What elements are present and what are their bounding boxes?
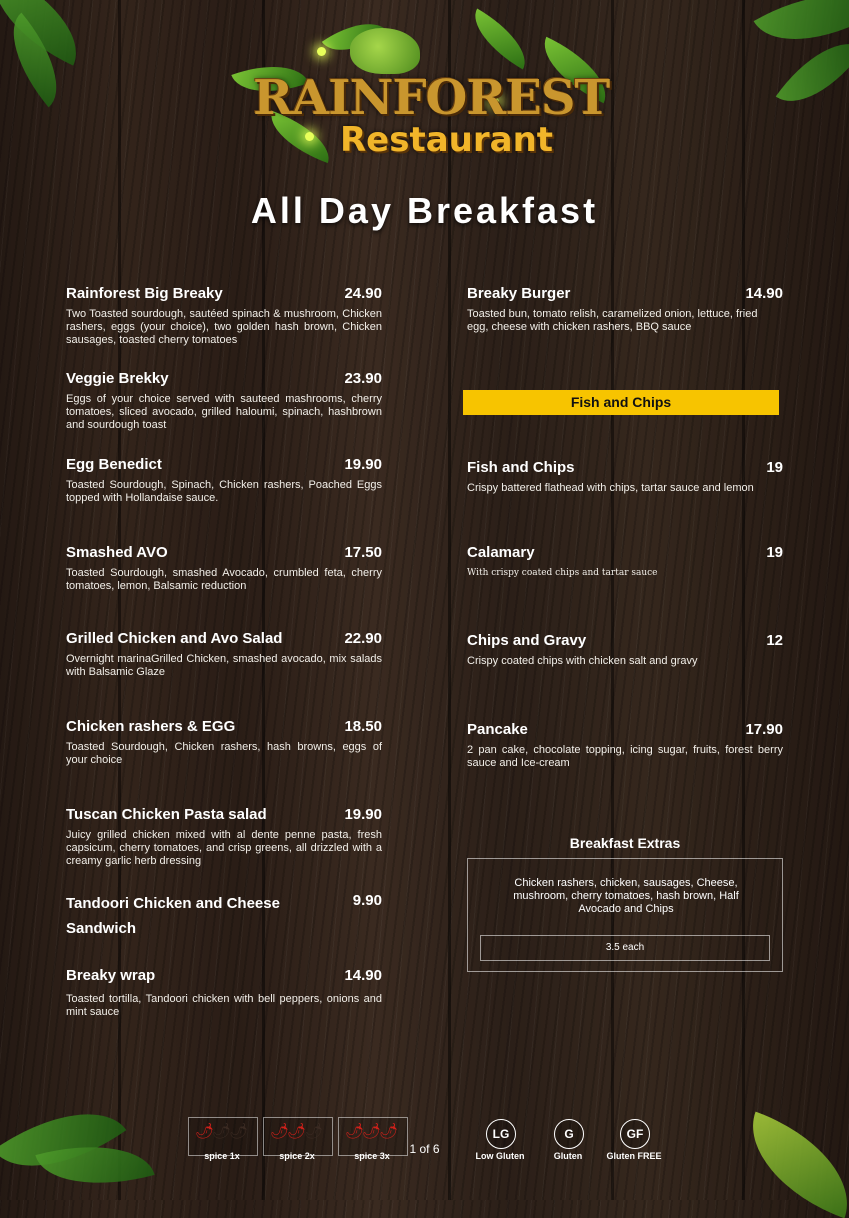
item-price: 9.90 [352,892,382,909]
item-description: Crispy coated chips with chicken salt and gravy [467,655,698,667]
spice-2x-icon: 🌶🌶🌶 [263,1117,333,1156]
menu-item [467,285,783,334]
leaf-decoration [732,1112,849,1218]
spice-3x-icon: 🌶🌶🌶 [338,1117,408,1156]
diet-label: Low Gluten [475,1151,525,1161]
wood-plank-seam [742,0,745,1200]
wood-plank-seam [611,0,614,1200]
item-price: 24.90 [344,285,382,302]
item-price: 17.50 [344,544,382,561]
item-price: 14.90 [745,285,783,302]
item-price: 19 [766,459,783,476]
item-name: Pancake [467,721,528,738]
item-name: Fish and Chips [467,459,575,476]
item-description: Toasted bun, tomato relish, caramelized onion, lettuce, fried egg, cheese with chicken rashers, BBQ sauce [467,308,758,333]
section-header-fish-and-chips: Fish and Chips [463,390,779,415]
item-name: Grilled Chicken and Avo Salad [66,630,283,647]
item-price: 18.50 [344,718,382,735]
extras-text: Chicken rashers, chicken, sausages, Cheese, mushroom, cherry tomatoes, hash brown, Half Avocado and Chips [513,877,739,915]
item-description: Two Toasted sourdough, sautéed spinach & mushroom, Chicken rashers, eggs (your choice), two golden hash brown, Chicken sausages, toasted cherry tomatoes [66,308,382,346]
item-description: 2 pan cake, chocolate topping, icing sugar, fruits, forest berry sauce and Ice-cream [467,744,783,769]
low-gluten-icon: LG [486,1119,516,1149]
item-description: With crispy coated chips and tartar sauce [467,568,658,578]
item-price: 12 [766,632,783,649]
item-name: Veggie Brekky [66,370,169,387]
restaurant-logo [235,22,615,172]
gluten-icon: G [554,1119,584,1149]
extras-price: 3.5 each [480,935,770,961]
menu-item [66,806,382,868]
item-name: Chips and Gravy [467,632,587,649]
menu-item [66,718,382,767]
item-price: 22.90 [344,630,382,647]
item-description: Crispy battered flathead with chips, tartar sauce and lemon [467,482,754,494]
item-description: Eggs of your choice served with sauteed mashrooms, cherry tomatoes, sliced avocado, grilled haloumi, spinach, hashbrown and sourdough toast [66,393,382,431]
wood-plank-seam [118,0,121,1200]
item-price: 23.90 [344,370,382,387]
item-name: Egg Benedict [66,456,162,473]
menu-item [66,544,382,593]
wood-plank-seam [262,0,265,1200]
spice-1x-icon: 🌶🌶🌶 [188,1117,258,1156]
menu-item [467,544,783,580]
page-indicator: 1 of 6 [409,1142,440,1156]
extras-title: Breakfast Extras [569,835,681,851]
item-name: Breaky Burger [467,285,571,302]
extras-box [467,858,783,972]
item-price: 19.90 [344,806,382,823]
menu-item [467,632,783,668]
item-description: Juicy grilled chicken mixed with al dente penne pasta, fresh capsicum, cherry tomatoes, and crisp greens, all drizzled with a creamy garlic herb dressing [66,829,382,867]
menu-item [66,891,382,941]
menu-item [66,630,382,679]
logo-subtitle: Restaurant [340,120,554,160]
menu-item [66,285,382,347]
item-price: 19.90 [344,456,382,473]
menu-item [467,721,783,770]
menu-item [66,370,382,432]
item-description: Overnight marinaGrilled Chicken, smashed avocado, mix salads with Balsamic Glaze [66,653,382,678]
item-name: Chicken rashers & EGG [66,718,236,735]
item-price: 17.90 [745,721,783,738]
wood-plank-seam [448,0,451,1200]
item-description: Toasted Sourdough, Spinach, Chicken rashers, Poached Eggs topped with Hollandaise sauce. [66,479,382,504]
spice-label: spice 3x [354,1151,390,1161]
item-description: Toasted tortilla, Tandoori chicken with bell peppers, onions and mint sauce [66,993,382,1018]
chameleon-icon [350,28,420,74]
item-description: Toasted Sourdough, smashed Avocado, crumbled feta, cherry tomatoes, lemon, Balsamic reduction [66,567,382,592]
item-description: Toasted Sourdough, Chicken rashers, hash browns, eggs of your choice [66,741,382,766]
menu-item [467,459,783,495]
item-name: Rainforest Big Breaky [66,285,223,302]
item-price: 19 [766,544,783,561]
gluten-free-icon: GF [620,1119,650,1149]
diet-label: Gluten FREE [606,1151,662,1161]
spice-label: spice 2x [279,1151,315,1161]
item-price: 14.90 [344,967,382,984]
page-heading: All Day Breakfast [250,190,599,231]
logo-title: RAINFOREST [253,70,610,126]
diet-label: Gluten [553,1151,583,1161]
item-name: Tandoori Chicken and Cheese Sandwich [66,895,280,937]
item-name: Breaky wrap [66,967,156,984]
spice-label: spice 1x [204,1151,240,1161]
menu-item [66,967,382,1019]
item-name: Tuscan Chicken Pasta salad [66,806,267,823]
item-name: Smashed AVO [66,544,168,561]
item-name: Calamary [467,544,535,561]
menu-item [66,456,382,505]
